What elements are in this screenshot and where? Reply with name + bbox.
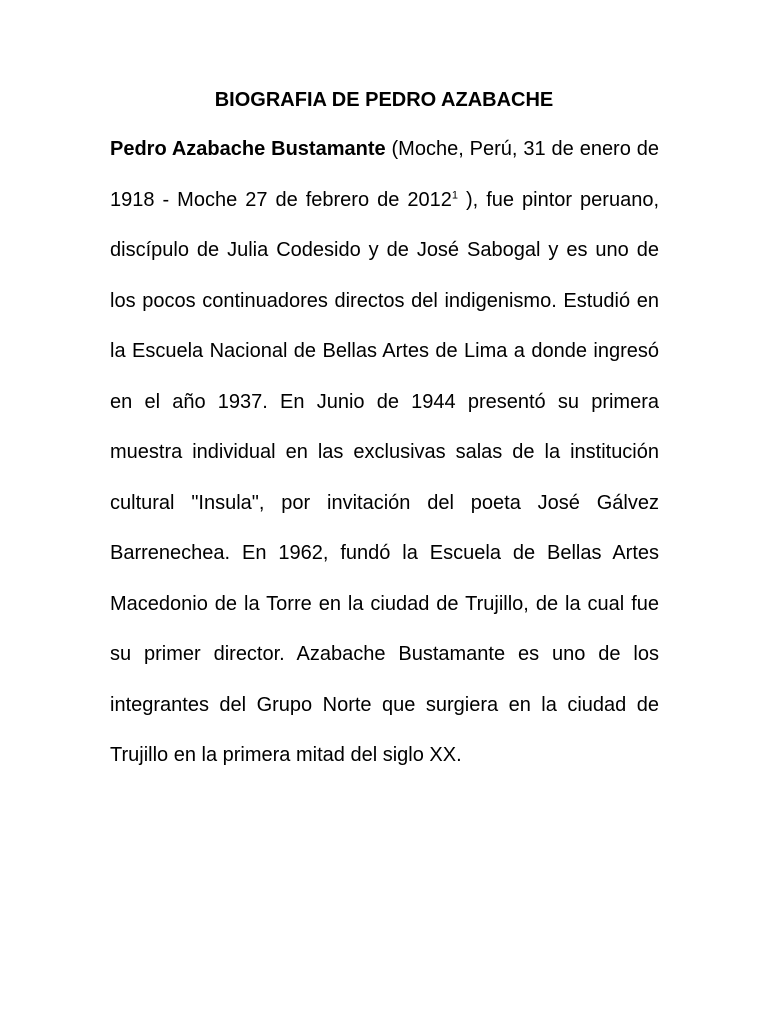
paragraph-text-part-1: (Moche, Perú, 31 de enero de 1918 - Moche 27 de febrero de 2012 [110,138,659,211]
biography-paragraph [110,124,659,781]
footnote-reference: 1 [451,188,458,201]
subject-name: Pedro Azabache Bustamante [110,138,386,160]
paragraph-text-part-2: ), fue pintor peruano, discípulo de Julia Codesido y de José Sabogal y es uno de los pocos continuadores directos del indigenismo. Estudió en la Escuela Nacional de Bellas Artes de Lima a donde ingresó en el año 1937. En Junio de 1944 presentó su primera muestra individual en las exclusivas salas de la institución cultural "Insula", por invitación del poeta José Gálvez Barrenechea. En 1962, fundó la Escuela de Bellas Artes Macedonio de la Torre en la ciudad de Trujillo, de la cual fue su primer director. Azabache Bustamante es uno de los integrantes del Grupo Norte que surgiera en la ciudad de Trujillo en la primera mitad del siglo XX. [110,188,660,766]
page-title: BIOGRAFIA DE PEDRO AZABACHE [214,89,554,111]
